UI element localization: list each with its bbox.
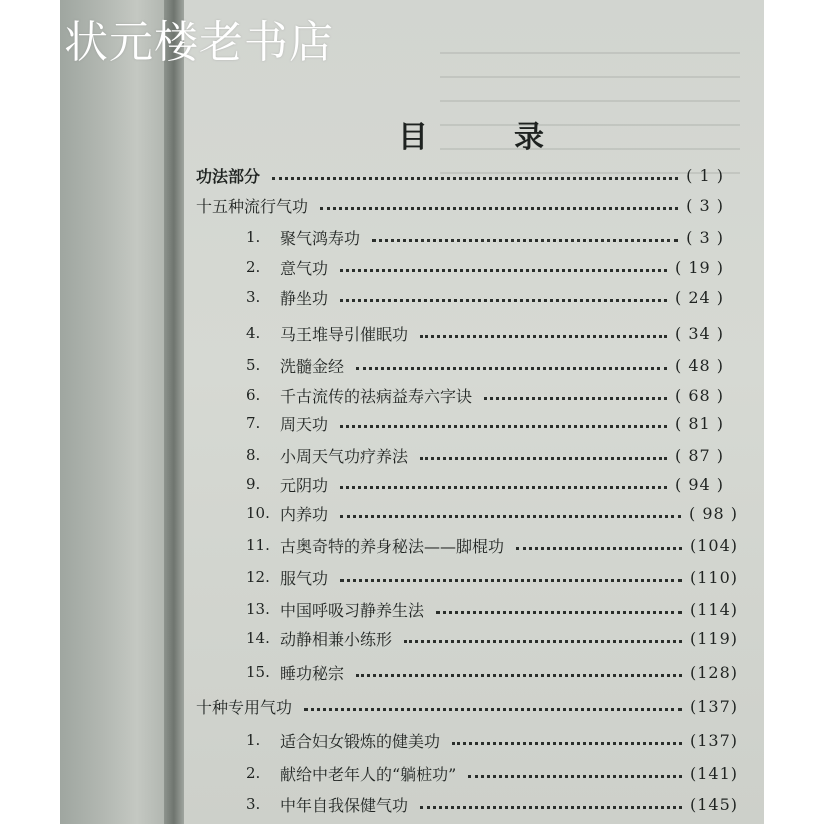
toc-entry-page: (128)	[689, 662, 738, 682]
dot-leader	[340, 425, 667, 428]
dot-leader	[468, 775, 682, 778]
dot-leader	[340, 515, 681, 518]
toc-entry-number: 11.	[246, 536, 270, 554]
toc-entry-number: 15.	[246, 663, 270, 681]
toc-entry	[246, 761, 738, 785]
dot-leader	[320, 207, 678, 210]
toc-entry	[246, 321, 724, 345]
toc-entry-page: ( 19 )	[674, 257, 724, 277]
dot-leader	[340, 579, 682, 582]
toc-entry-label: 意气功	[280, 258, 329, 278]
toc-entry-label: 睡功秘宗	[280, 663, 345, 683]
toc-entry-label: 聚气鸿寿功	[280, 228, 361, 248]
toc-entry-number: 3.	[246, 288, 261, 306]
toc-entry-number: 8.	[246, 446, 261, 464]
toc-entry-page: (145)	[689, 794, 738, 814]
toc-entry	[246, 533, 738, 557]
toc-entry	[246, 353, 724, 377]
toc-entry	[246, 597, 738, 621]
book-gutter	[164, 0, 186, 824]
toc-entry-number: 2.	[246, 258, 261, 276]
toc-entry-page: (110)	[689, 567, 738, 587]
toc-entry-label: 中国呼吸习静养生法	[280, 600, 425, 620]
left-page	[60, 0, 170, 824]
toc-entry-number: 6.	[246, 386, 261, 404]
dot-leader	[304, 708, 682, 711]
toc-entry-label: 千古流传的祛病益寿六字诀	[280, 386, 473, 406]
dot-leader	[436, 611, 682, 614]
toc-entry	[246, 472, 724, 496]
toc-entry	[246, 660, 738, 684]
toc-entry-page: ( 3 )	[686, 195, 724, 215]
toc-entry-page: ( 87 )	[674, 445, 724, 465]
toc-entry-label: 元阴功	[280, 475, 329, 495]
toc-entry-number: 3.	[246, 795, 261, 813]
toc-section-heading	[196, 193, 724, 217]
dot-leader	[340, 486, 667, 489]
toc-entry-number: 9.	[246, 475, 261, 493]
toc-section-heading	[196, 694, 738, 718]
toc-entry-page: (141)	[689, 763, 738, 783]
toc-entry-label: 中年自我保健气功	[280, 795, 409, 815]
dot-leader	[420, 335, 667, 338]
toc-entry-page: ( 81 )	[674, 413, 724, 433]
toc-entry-page: ( 34 )	[674, 323, 724, 343]
toc-entry-label: 适合妇女锻炼的健美功	[280, 731, 441, 751]
toc-entry-page: ( 48 )	[674, 355, 724, 375]
bleed-through	[440, 30, 740, 180]
toc-entry-label: 十种专用气功	[196, 697, 293, 717]
toc-entry-number: 1.	[246, 228, 261, 246]
toc-entry-number: 14.	[246, 629, 270, 647]
toc-entry-page: (114)	[689, 599, 738, 619]
toc-entry-number: 10.	[246, 504, 270, 522]
toc-entry	[246, 411, 724, 435]
toc-section-heading	[196, 163, 724, 187]
watermark-text: 状元楼老书店	[64, 17, 334, 68]
toc-entry	[246, 792, 738, 816]
toc-entry	[246, 285, 724, 309]
toc-entry-number: 4.	[246, 324, 261, 342]
toc-entry	[246, 565, 738, 589]
toc-entry-label: 小周天气功疗养法	[280, 446, 409, 466]
toc-entry-label: 马王堆导引催眠功	[280, 324, 409, 344]
toc-entry	[246, 626, 738, 650]
toc-entry-label: 动静相兼小练形	[280, 629, 393, 649]
right-margin	[764, 0, 824, 824]
toc-title: 目 录	[398, 120, 572, 155]
toc-entry-label: 洗髓金经	[280, 356, 345, 376]
toc-entry-page: ( 68 )	[674, 385, 724, 405]
dot-leader	[340, 299, 667, 302]
toc-entry-label: 周天功	[280, 414, 329, 434]
toc-entry-page: (104)	[689, 535, 738, 555]
toc-entry-label: 功法部分	[196, 166, 261, 186]
toc-entry-label: 古奥奇特的养身秘法——脚棍功	[280, 536, 505, 556]
dot-leader	[420, 806, 682, 809]
toc-entry-page: ( 1 )	[686, 165, 724, 185]
dot-leader	[516, 547, 682, 550]
toc-entry-number: 2.	[246, 764, 261, 782]
toc-entry-page: ( 24 )	[674, 287, 724, 307]
dot-leader	[340, 269, 667, 272]
toc-entry-page: (119)	[689, 628, 738, 648]
toc-entry-page: ( 3 )	[686, 227, 724, 247]
toc-entry-page: ( 94 )	[674, 474, 724, 494]
dot-leader	[404, 640, 682, 643]
toc-entry-label: 献给中老年人的“躺桩功”	[280, 764, 457, 784]
toc-entry	[246, 255, 724, 279]
toc-entry-number: 12.	[246, 568, 270, 586]
toc-entry-number: 1.	[246, 731, 261, 749]
dot-leader	[272, 177, 678, 180]
toc-entry-page: (137)	[689, 730, 738, 750]
dot-leader	[420, 457, 667, 460]
toc-entry-label: 静坐功	[280, 288, 329, 308]
toc-entry	[246, 443, 724, 467]
toc-entry	[246, 501, 738, 525]
toc-entry-label: 服气功	[280, 568, 329, 588]
toc-entry-page: (137)	[689, 696, 738, 716]
toc-entry	[246, 225, 724, 249]
toc-entry	[246, 728, 738, 752]
toc-entry-page: ( 98 )	[688, 503, 738, 523]
dot-leader	[372, 239, 678, 242]
dot-leader	[484, 397, 667, 400]
toc-entry-number: 7.	[246, 414, 261, 432]
toc-entry-label: 十五种流行气功	[196, 196, 309, 216]
toc-entry-number: 13.	[246, 600, 270, 618]
dot-leader	[452, 742, 682, 745]
toc-entry-number: 5.	[246, 356, 261, 374]
toc-entry-label: 内养功	[280, 504, 329, 524]
dot-leader	[356, 367, 667, 370]
toc-entry	[246, 383, 724, 407]
dot-leader	[356, 674, 682, 677]
